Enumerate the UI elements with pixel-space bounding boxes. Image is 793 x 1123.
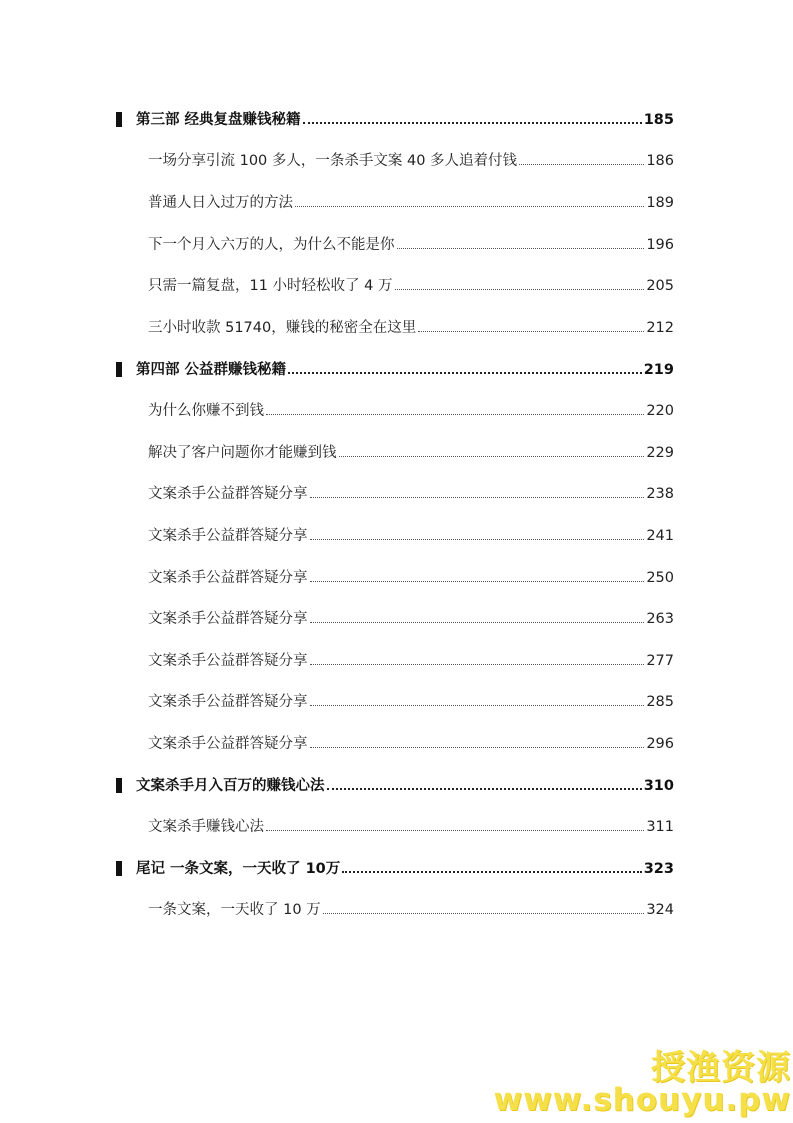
- toc-entry-title: 文案杀手赚钱心法: [148, 819, 264, 835]
- dot-leader: [310, 705, 645, 706]
- dot-leader: [323, 913, 645, 914]
- toc-entry-row[interactable]: [148, 397, 674, 421]
- toc-section-row[interactable]: [116, 772, 674, 796]
- toc-entry-row[interactable]: [148, 564, 674, 588]
- toc-entry-row[interactable]: [148, 314, 674, 338]
- watermark-name: 授渔资源: [651, 1048, 791, 1088]
- toc-page-number: 324: [646, 902, 674, 918]
- toc-page-number: 219: [643, 362, 674, 378]
- toc-entry-row[interactable]: [148, 730, 674, 754]
- toc-section-row[interactable]: [116, 106, 674, 130]
- toc-entry-title: 文案杀手公益群答疑分享: [148, 653, 308, 669]
- toc-entry-title: 文案杀手公益群答疑分享: [148, 570, 308, 586]
- toc-entry-title: 只需一篇复盘，11 小时轻松收了 4 万: [148, 278, 393, 294]
- dot-leader: [266, 414, 644, 415]
- toc-page-number: 323: [643, 861, 674, 877]
- dot-leader: [310, 497, 645, 498]
- dot-leader: [397, 248, 645, 249]
- toc-entry-title: 文案杀手公益群答疑分享: [148, 694, 308, 710]
- toc-entry-title: 文案杀手公益群答疑分享: [148, 528, 308, 544]
- toc-entry-row[interactable]: [148, 647, 674, 671]
- toc-section-title: 第三部 经典复盘赚钱秘籍: [136, 112, 301, 128]
- toc-entry-title: 文案杀手公益群答疑分享: [148, 486, 308, 502]
- toc-page-number: 311: [646, 819, 674, 835]
- dot-leader: [295, 206, 644, 207]
- toc-page-number: 229: [646, 445, 674, 461]
- toc-page-number: 238: [646, 486, 674, 502]
- section-marker: [116, 861, 122, 876]
- toc-page-number: 185: [643, 112, 674, 128]
- toc-entry-row[interactable]: [148, 231, 674, 255]
- toc-page-number: 241: [646, 528, 674, 544]
- dot-leader: [395, 289, 645, 290]
- toc-entry-row[interactable]: [148, 272, 674, 296]
- dot-leader: [266, 830, 644, 831]
- toc-entry-title: 为什么你赚不到钱: [148, 403, 264, 419]
- toc-page-number: 196: [646, 237, 674, 253]
- watermark-url: www.shouyu.pw: [493, 1082, 791, 1118]
- toc-page-number: 189: [646, 195, 674, 211]
- dot-leader: [310, 664, 645, 665]
- toc-entry-row[interactable]: [148, 605, 674, 629]
- toc-entry-title: 普通人日入过万的方法: [148, 195, 293, 211]
- dot-leader: [339, 456, 645, 457]
- toc-page-number: 186: [646, 153, 674, 169]
- toc-page-number: 296: [646, 736, 674, 752]
- toc-page-number: 263: [646, 611, 674, 627]
- section-marker: [116, 112, 122, 127]
- toc-page-number: 212: [646, 320, 674, 336]
- toc-entry-title: 文案杀手公益群答疑分享: [148, 736, 308, 752]
- toc-page-number: 250: [646, 570, 674, 586]
- toc-entry-title: 解决了客户问题你才能赚到钱: [148, 445, 337, 461]
- toc-page-number: 205: [646, 278, 674, 294]
- toc-entry-row[interactable]: [148, 813, 674, 837]
- toc-page-number: 285: [646, 694, 674, 710]
- toc-entry-row[interactable]: [148, 896, 674, 920]
- dot-leader: [342, 871, 641, 873]
- dot-leader: [303, 122, 642, 124]
- section-marker: [116, 362, 122, 377]
- toc-entry-row[interactable]: [148, 688, 674, 712]
- dot-leader: [418, 331, 644, 332]
- toc-entry-title: 下一个月入六万的人，为什么不能是你: [148, 237, 395, 253]
- toc-page-number: 277: [646, 653, 674, 669]
- dot-leader: [310, 581, 645, 582]
- toc-page-number: 220: [646, 403, 674, 419]
- toc-section-title: 尾记 一条文案，一天收了 10万: [136, 861, 341, 877]
- dot-leader: [310, 539, 645, 540]
- dot-leader: [288, 372, 642, 374]
- dot-leader: [310, 622, 645, 623]
- section-marker: [116, 778, 122, 793]
- toc-entry-row[interactable]: [148, 147, 674, 171]
- toc-section-row[interactable]: [116, 855, 674, 879]
- toc-page-number: 310: [643, 778, 674, 794]
- dot-leader: [310, 747, 645, 748]
- dot-leader: [327, 788, 642, 790]
- toc-entry-title: 一条文案，一天收了 10 万: [148, 902, 321, 918]
- toc-entry-title: 三小时收款 51740，赚钱的秘密全在这里: [148, 320, 417, 336]
- toc-entry-row[interactable]: [148, 480, 674, 504]
- toc-section-title: 第四部 公益群赚钱秘籍: [136, 362, 287, 378]
- toc-entry-row[interactable]: [148, 439, 674, 463]
- toc-entry-title: 一场分享引流 100 多人，一条杀手文案 40 多人追着付钱: [148, 153, 518, 169]
- toc-entry-title: 文案杀手公益群答疑分享: [148, 611, 308, 627]
- toc-section-row[interactable]: [116, 356, 674, 380]
- toc-entry-row[interactable]: [148, 189, 674, 213]
- toc-entry-row[interactable]: [148, 522, 674, 546]
- dot-leader: [519, 164, 644, 165]
- toc-section-title: 文案杀手月入百万的赚钱心法: [136, 778, 325, 794]
